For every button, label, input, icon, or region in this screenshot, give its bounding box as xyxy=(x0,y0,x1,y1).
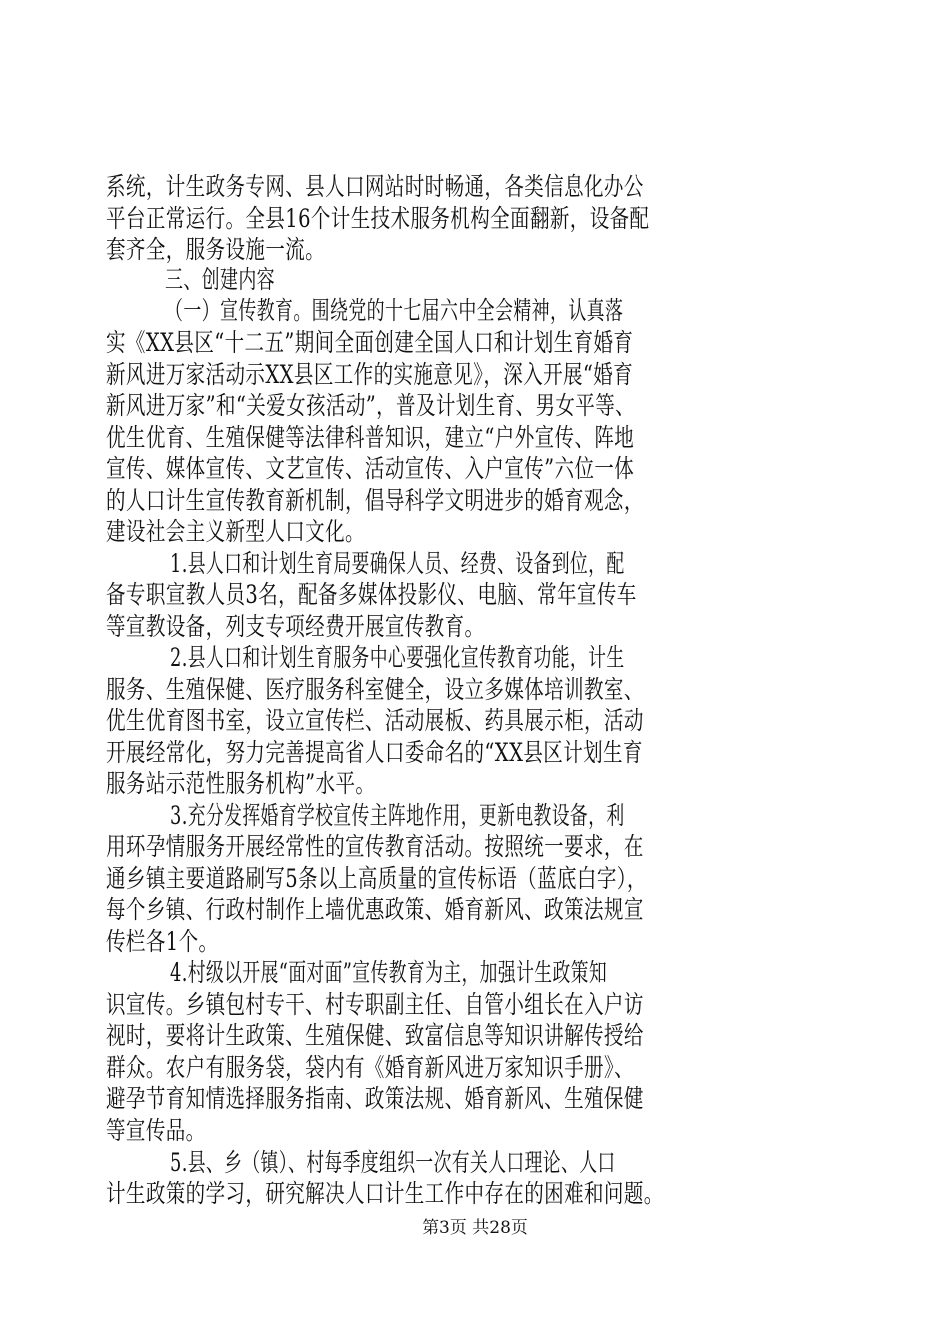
text-line: 用环孕情服务开展经常性的宣传教育活动。按照统一要求，在 xyxy=(106,832,644,861)
text-line: 系统，计生政务专网、县人口网站时时畅通，各类信息化办公 xyxy=(106,172,644,201)
text-line: 的人口计生宣传教育新机制，倡导科学文明进步的婚育观念， xyxy=(106,486,644,515)
text-line: （一）宣传教育。围绕党的十七届六中全会精神，认真落 xyxy=(165,296,624,325)
text-line: 传栏各1个。 xyxy=(106,927,219,956)
text-line: 4.村级以开展“面对面”宣传教育为主，加强计生政策知 xyxy=(170,958,608,987)
text-line: 每个乡镇、行政村制作上墙优惠政策、婚育新风、政策法规宣 xyxy=(106,895,644,924)
text-line: 平台正常运行。全县16个计生技术服务机构全面翻新，设备配 xyxy=(106,204,650,233)
text-line: 服务、生殖保健、医疗服务科室健全，设立多媒体培训教室、 xyxy=(106,675,644,704)
text-line: 等宣教设备，列支专项经费开展宣传教育。 xyxy=(106,612,485,641)
text-line: 通乡镇主要道路刷写5条以上高质量的宣传标语（蓝底白字）， xyxy=(106,864,647,893)
page-number-footer: 第3页 共28页 xyxy=(422,1218,528,1238)
text-line: 新风进万家”和“关爱女孩活动”，普及计划生育、男女平等、 xyxy=(106,391,636,420)
text-line: 识宣传。乡镇包村专干、村专职副主任、自管小组长在入户访 xyxy=(106,990,644,1019)
text-line: 2.县人口和计划生育服务中心要强化宣传教育功能，计生 xyxy=(170,643,625,672)
text-line: 5.县、乡（镇）、村每季度组织一次有关人口理论、人口 xyxy=(170,1148,616,1177)
text-line: 优生优育、生殖保健等法律科普知识，建立“户外宣传、阵地 xyxy=(106,423,635,452)
section-heading: 三、创建内容 xyxy=(165,265,276,294)
text-line: 备专职宣教人员3名，配备多媒体投影仪、电脑、常年宣传车 xyxy=(106,580,637,609)
text-line: 实《XX县区“十二五”期间全面创建全国人口和计划生育婚育 xyxy=(106,328,634,357)
text-line: 优生优育图书室，设立宣传栏、活动展板、药具展示柜，活动 xyxy=(106,706,644,735)
text-line: 建设社会主义新型人口文化。 xyxy=(106,517,365,546)
text-line: 群众。农户有服务袋，袋内有《婚育新风进万家知识手册》、 xyxy=(106,1053,635,1082)
text-line: 开展经常化，努力完善提高省人口委命名的“XX县区计划生育 xyxy=(106,738,643,767)
text-line: 套齐全，服务设施一流。 xyxy=(106,235,326,264)
text-line: 等宣传品。 xyxy=(106,1116,206,1145)
text-line: 1.县人口和计划生育局要确保人员、经费、设备到位，配 xyxy=(170,549,625,578)
text-line: 计生政策的学习，研究解决人口计生工作中存在的困难和问题。 xyxy=(106,1179,664,1208)
text-line: 宣传、媒体宣传、文艺宣传、活动宣传、入户宣传”六位一体 xyxy=(106,454,635,483)
text-line: 视时，要将计生政策、生殖保健、致富信息等知识讲解传授给 xyxy=(106,1021,644,1050)
text-line: 新风进万家活动示XX县区工作的实施意见》，深入开展“婚育 xyxy=(106,360,634,389)
text-line: 3.充分发挥婚育学校宣传主阵地作用，更新电教设备，利 xyxy=(170,801,625,830)
text-line: 服务站示范性服务机构”水平。 xyxy=(106,769,376,798)
text-line: 避孕节育知情选择服务指南、政策法规、婚育新风、生殖保健 xyxy=(106,1084,644,1113)
